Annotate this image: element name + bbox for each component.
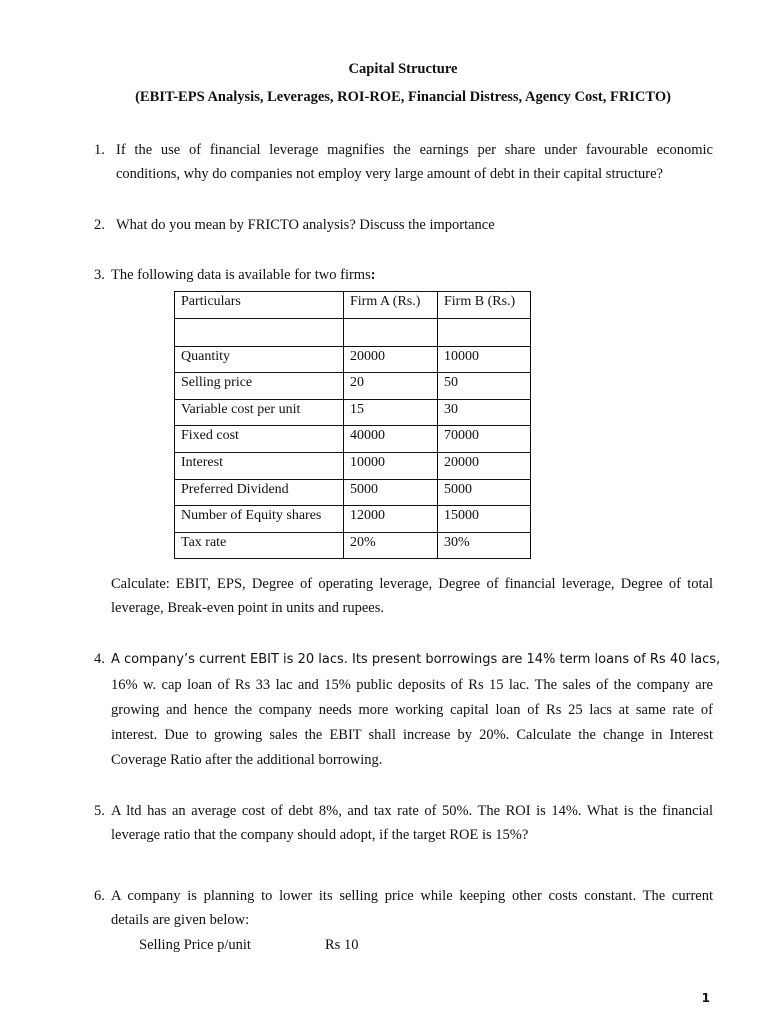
table-header-cell: Firm A (Rs.) <box>344 292 438 319</box>
table-cell: Tax rate <box>175 532 344 559</box>
table-cell: 15 <box>344 399 438 426</box>
table-header-cell: Particulars <box>175 292 344 319</box>
firms-data-table <box>174 291 531 559</box>
table-header-cell: Firm B (Rs.) <box>438 292 531 319</box>
table-cell: Quantity <box>175 346 344 373</box>
question-2-line-1: What do you mean by FRICTO analysis? Discuss the importance <box>116 217 495 233</box>
table-cell: 20 <box>344 373 438 400</box>
question-3-colon: : <box>370 267 376 283</box>
question-3-line-1 <box>111 267 376 284</box>
question-1-number: 1. <box>94 142 105 158</box>
question-4-line-3: growing and hence the company needs more working capital loan of Rs 25 lacs at same rate of <box>111 702 713 718</box>
question-6-line-2: details are given below: <box>111 912 250 928</box>
question-6-item-label: Selling Price p/unit <box>139 937 251 953</box>
table-cell: Preferred Dividend <box>175 479 344 506</box>
table-cell: 30% <box>438 532 531 559</box>
table-cell <box>438 318 531 346</box>
question-6-item-value: Rs 10 <box>325 937 359 953</box>
table-cell: 5000 <box>344 479 438 506</box>
table-cell: Interest <box>175 452 344 479</box>
table-cell: 15000 <box>438 506 531 533</box>
table-cell: 20000 <box>344 346 438 373</box>
question-3-calc-line-1: Calculate: EBIT, EPS, Degree of operating leverage, Degree of financial leverage, Degree of total <box>111 576 713 592</box>
table-cell: 20000 <box>438 452 531 479</box>
table-cell: 5000 <box>438 479 531 506</box>
table-row <box>175 426 531 453</box>
table-cell: 70000 <box>438 426 531 453</box>
table-row <box>175 506 531 533</box>
page-number: 1 <box>701 991 710 1005</box>
table-cell <box>344 318 438 346</box>
question-1-line-2: conditions, why do companies not employ very large amount of debt in their capital structure? <box>116 166 663 182</box>
table-row <box>175 399 531 426</box>
table-row <box>175 532 531 559</box>
table-cell: Variable cost per unit <box>175 399 344 426</box>
table-cell <box>175 318 344 346</box>
question-3-text: The following data is available for two firms <box>111 267 371 283</box>
table-cell: Selling price <box>175 373 344 400</box>
question-5-number: 5. <box>94 803 105 819</box>
question-4-line-1: A company’s current EBIT is 20 lacs. Its present borrowings are 14% term loans of Rs 40 lacs, <box>111 652 721 667</box>
table-cell: 10000 <box>438 346 531 373</box>
table-row <box>175 373 531 400</box>
table-cell: 50 <box>438 373 531 400</box>
question-2-number: 2. <box>94 217 105 233</box>
table-row <box>175 346 531 373</box>
table-cell: 10000 <box>344 452 438 479</box>
question-5-line-2: leverage ratio that the company should adopt, if the target ROE is 15%? <box>111 827 529 843</box>
question-1-line-1: If the use of financial leverage magnifies the earnings per share under favourable economic <box>116 142 713 158</box>
table-cell: 30 <box>438 399 531 426</box>
page-title: Capital Structure <box>348 61 458 77</box>
question-6-number: 6. <box>94 888 105 904</box>
question-6-line-1: A company is planning to lower its selling price while keeping other costs constant. The current <box>111 888 713 904</box>
table-row <box>175 452 531 479</box>
table-cell: Number of Equity shares <box>175 506 344 533</box>
question-3-number: 3. <box>94 267 105 283</box>
question-3-calc-line-2: leverage, Break-even point in units and rupees. <box>111 600 384 616</box>
table-cell: 12000 <box>344 506 438 533</box>
question-4-line-5: Coverage Ratio after the additional borrowing. <box>111 752 383 768</box>
table-cell: Fixed cost <box>175 426 344 453</box>
question-4-line-4: interest. Due to growing sales the EBIT shall increase by 20%. Calculate the change in Interest <box>111 727 713 743</box>
page-subtitle: (EBIT-EPS Analysis, Leverages, ROI-ROE, Financial Distress, Agency Cost, FRICTO) <box>135 89 671 105</box>
table-cell: 40000 <box>344 426 438 453</box>
table-header-row <box>175 292 531 319</box>
question-5-line-1: A ltd has an average cost of debt 8%, and tax rate of 50%. The ROI is 14%. What is the financial <box>111 803 713 819</box>
question-4-line-2: 16% w. cap loan of Rs 33 lac and 15% public deposits of Rs 15 lac. The sales of the company are <box>111 677 713 693</box>
table-row <box>175 479 531 506</box>
table-cell: 20% <box>344 532 438 559</box>
table-row <box>175 318 531 346</box>
question-4-number: 4. <box>94 651 105 667</box>
